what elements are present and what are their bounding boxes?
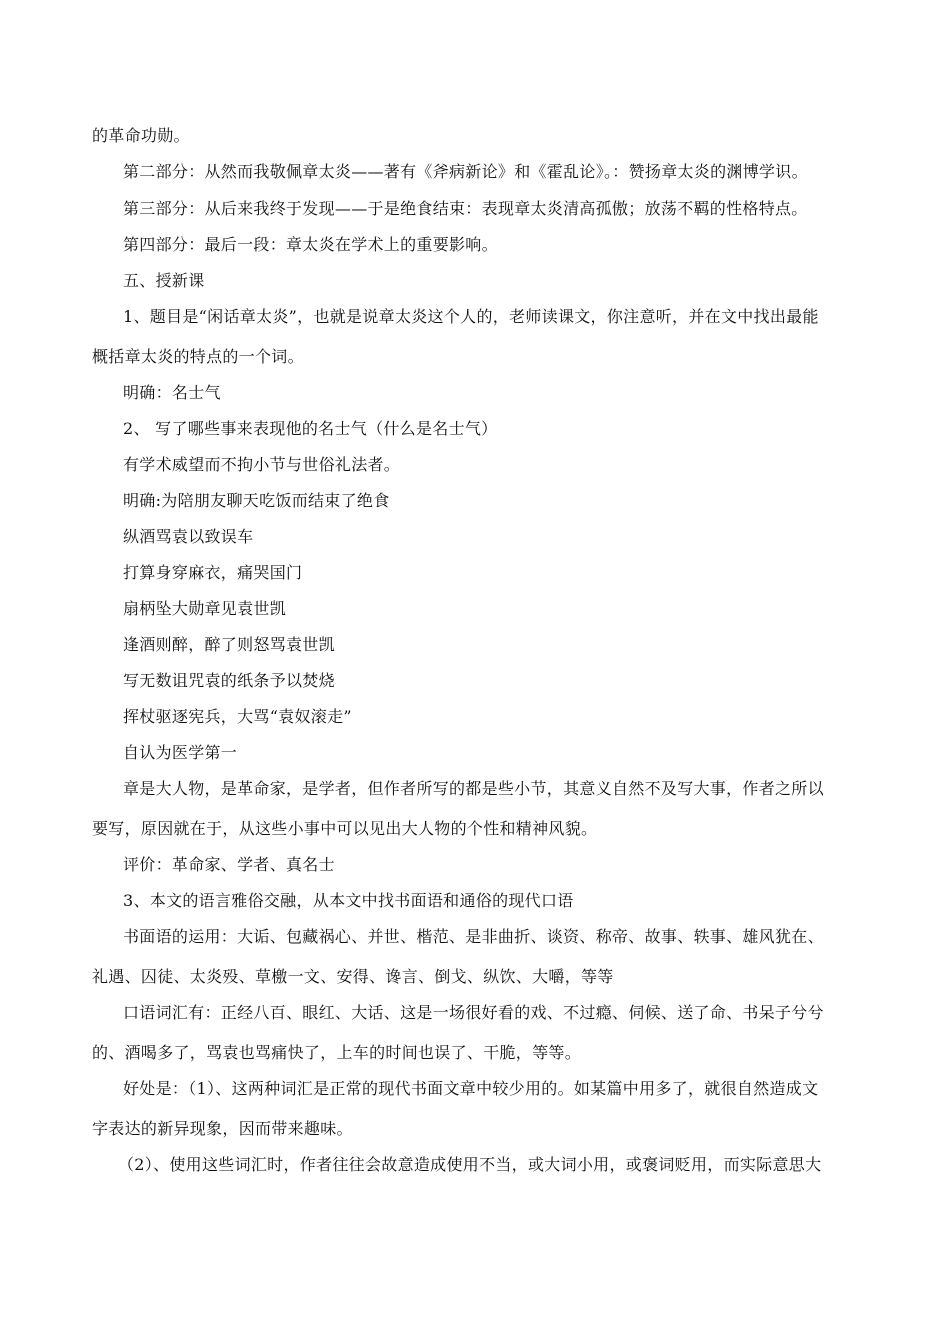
text-line: 的、酒喝多了，骂袁也骂痛快了，上车的时间也误了、干脆，等等。 <box>92 1043 582 1062</box>
text-line: 口语词汇有：正经八百、眼红、大话、这是一场很好看的戏、不过瘾、伺候、送了命、书呆子兮兮 <box>123 1003 824 1022</box>
text-line: 章是大人物，是革命家，是学者，但作者所写的都是些小节，其意义自然不及写大事，作者之所以 <box>123 779 824 798</box>
text-line: 概括章太炎的特点的一个词。 <box>92 347 304 366</box>
text-line: 第四部分：最后一段：章太炎在学术上的重要影响。 <box>123 235 498 254</box>
text-line: 礼遇、囚徒、太炎殁、草檄一文、安得、谗言、倒戈、纵饮、大嚼，等等 <box>92 967 614 986</box>
text-line: 自认为医学第一 <box>123 743 238 762</box>
text-line: 要写，原因就在于，从这些小事中可以见出大人物的个性和精神风貌。 <box>92 819 598 838</box>
text-line: 挥杖驱逐宪兵，大骂“袁奴滚走” <box>123 707 352 726</box>
text-line: 2、 写了哪些事来表现他的名士气（什么是名士气） <box>123 419 498 438</box>
text-line: 好处是：（1）、这两种词汇是正常的现代书面文章中较少用的。如某篇中用多了，就很自然造成文 <box>123 1079 819 1098</box>
text-line: 扇柄坠大勋章见袁世凯 <box>123 599 287 618</box>
text-line: 评价：革命家、学者、真名士 <box>123 855 335 874</box>
text-line: 3、本文的语言雅俗交融，从本文中找书面语和通俗的现代口语 <box>123 891 574 910</box>
text-line: 字表达的新异现象，因而带来趣味。 <box>92 1119 353 1138</box>
text-line: 有学术威望而不拘小节与世俗礼法者。 <box>123 455 401 474</box>
text-line: 第三部分：从后来我终于发现——于是绝食结束：表现章太炎清高孤傲；放荡不羁的性格特点。 <box>123 199 808 218</box>
text-line: 第二部分：从然而我敬佩章太炎——著有《斧病新论》和《霍乱论》。：赞扬章太炎的渊博学识。 <box>123 162 808 181</box>
text-line: 1、题目是“闲话章太炎”，也就是说章太炎这个人的，老师读课文，你注意听，并在文中找出最能 <box>123 307 819 326</box>
text-line: 书面语的运用：大诟、包藏祸心、并世、楷范、是非曲折、谈资、称帝、故事、轶事、雄风犹在、 <box>123 927 824 946</box>
text-line: 明确：名士气 <box>123 383 221 402</box>
text-line: 打算身穿麻衣，痛哭国门 <box>123 563 303 582</box>
text-line: 纵酒骂袁以致误车 <box>123 527 254 546</box>
text-line: 的革命功勋。 <box>92 126 190 145</box>
text-line: 逢酒则醉，醉了则怒骂袁世凯 <box>123 635 335 654</box>
text-line: 明确:为陪朋友聊天吃饭而结束了绝食 <box>123 491 390 510</box>
text-line: 写无数诅咒袁的纸条予以焚烧 <box>123 671 335 690</box>
text-line: （2）、使用这些词汇时，作者往往会故意造成使用不当，或大词小用，或褒词贬用，而实际意思大 <box>118 1155 822 1174</box>
section-heading: 五、授新课 <box>123 271 205 290</box>
